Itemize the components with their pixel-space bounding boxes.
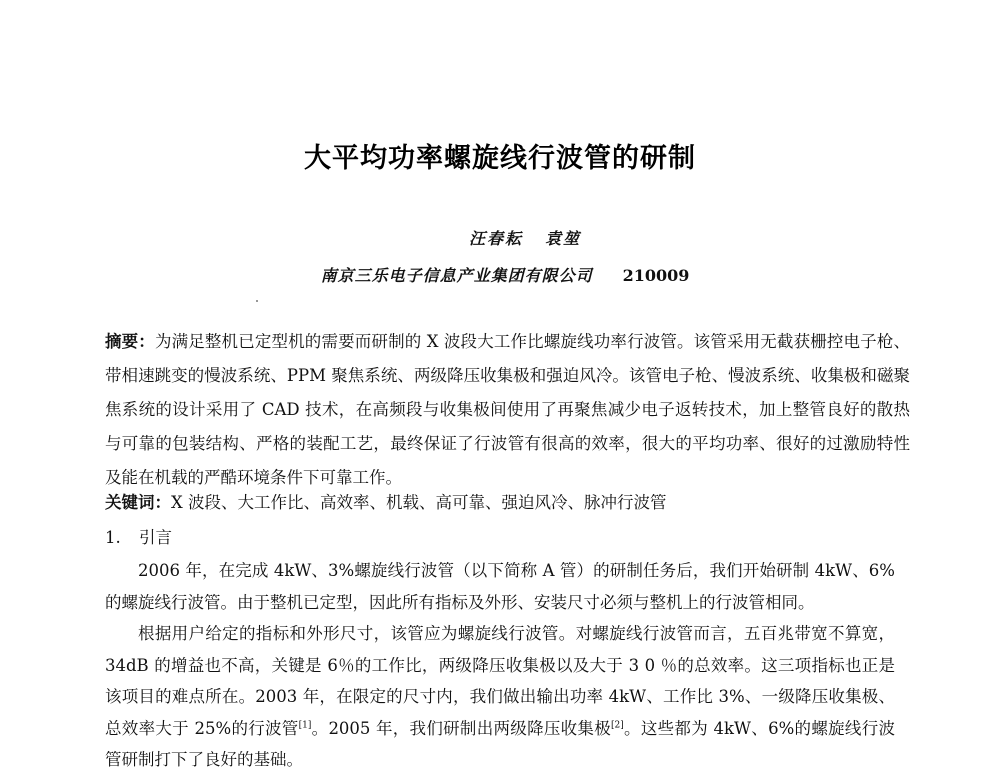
- affiliation: [0, 263, 1000, 286]
- section-title: 引言: [139, 528, 172, 547]
- keywords-text: X 波段、大工作比、高效率、机载、高可靠、强迫风冷、脉冲行波管: [171, 493, 667, 512]
- abstract-text: 为满足整机已定型机的需要而研制的 X 波段大工作比螺旋线功率行波管。该管采用无截获栅控电子枪、带相速跳变的慢波系统、PPM 聚焦系统、两级降压收集极和强迫风冷。该管电子枪、慢波系统、收集极和磁聚焦系统的设计采用了 CAD 技术，在高频段与收集极间使用了再聚焦减少电子返转技术，加上整管良好的散热与可靠的包装结构、严格的装配工艺，最终保证了行波管有很高的效率，很大的平均功率、很好的过激励特性及能在机载的严酷环境条件下可靠工作。: [105, 332, 910, 487]
- paper-title: 大平均功率螺旋线行波管的研制: [304, 143, 696, 174]
- author-list: [0, 226, 1000, 249]
- citation-ref[interactable]: [1]: [298, 720, 312, 730]
- keywords-label: 关键词：: [105, 493, 171, 512]
- section-number: 1.: [105, 528, 121, 547]
- abstract-label: 摘要：: [105, 332, 155, 351]
- affiliation-postcode: 210009: [622, 266, 690, 285]
- paragraph: 2006 年，在完成 4kW、3%螺旋线行波管（以下简称 A 管）的研制任务后，我们开始研制 4kW、6%的螺旋线行波管。由于整机已定型，因此所有指标及外形、安装尺寸必须与整机上的行波管相同。: [105, 561, 895, 612]
- body-paragraphs: [105, 555, 895, 776]
- paragraph-text: 根据用户给定的指标和外形尺寸，该管应为螺旋线行波管。对螺旋线行波管而言，五百兆带宽不算宽，34dB 的增益也不高，关键是 6％的工作比，两级降压收集极以及大于 3 0 ％的总效率。这三项指标也正是该项目的难点所在。2003 年，在限定的尺寸内，我们做出输出功率 4kW、工作比 3%、一级降压收集极、总效率大于 25%的行波管: [105, 624, 895, 738]
- affiliation-name: 南京三乐电子信息产业集团有限公司: [320, 266, 593, 285]
- paragraph-text: 。这些都为 4kW、6%的螺旋线行波管研制打下了良好的基础。: [105, 718, 895, 769]
- scan-speck: [256, 300, 258, 302]
- paragraph: [105, 618, 895, 776]
- keywords: [105, 486, 910, 520]
- paragraph-text: 。2005 年，我们研制出两级降压收集极: [311, 718, 612, 738]
- abstract: [105, 325, 910, 495]
- author-name: 袁堃: [545, 229, 582, 248]
- section-heading: [105, 521, 910, 555]
- author-name: 汪春耘: [468, 229, 523, 248]
- citation-ref[interactable]: [2]: [611, 720, 624, 730]
